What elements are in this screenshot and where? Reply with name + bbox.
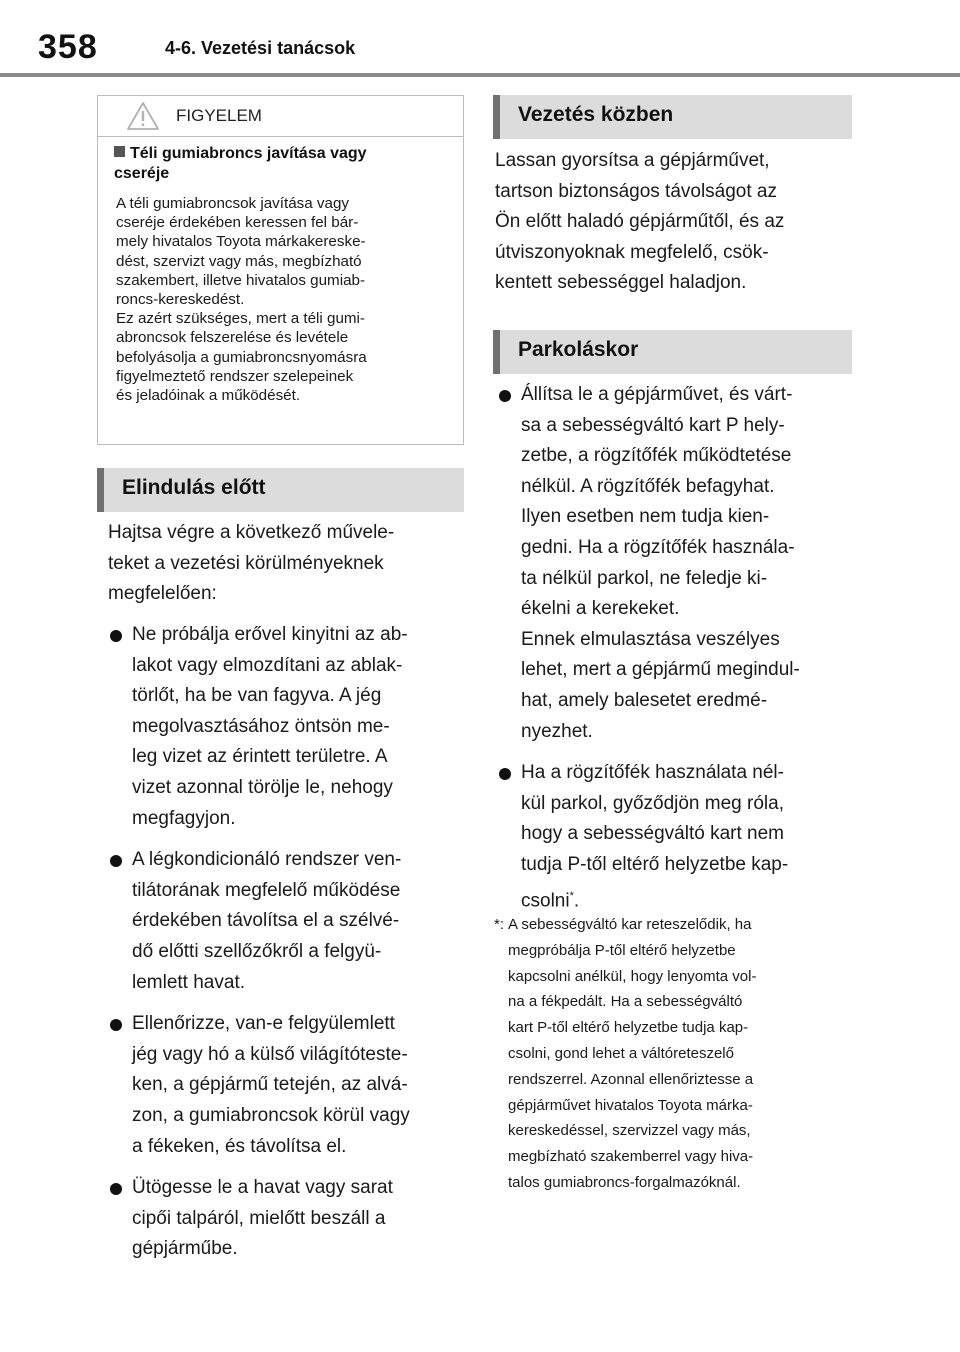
footnote-ref: *: [569, 889, 574, 902]
parking-list: [497, 380, 857, 927]
warning-title: FIGYELEM: [176, 106, 262, 125]
warning-header: [98, 96, 463, 137]
warning-triangle-icon: [126, 101, 160, 131]
list-item: Állítsa le a gépjárművet, és várt- sa a sebességváltó kart P hely- zetbe, a rögzítőfék működtetése nélkül. A rögzítőfék befagyhat. Ilyen esetben nem tudja kien- gedni. Ha a rögzítőfék használa- ta nélkül parkol, ne feledje ki- ékelni a kerekeket. Ennek elmulasztása veszélyes lehet, mert a gépjármű megindul- hat, amely balesetet eredmé- nyezhet.: [497, 380, 857, 747]
list-item: [497, 758, 857, 916]
list-item-end: .: [573, 889, 580, 911]
before-start-intro: Hajtsa végre a következő művele- teket a vezetési körülményeknek megfelelően:: [108, 522, 395, 605]
page-number: 358: [38, 28, 98, 66]
header-divider: [0, 73, 960, 77]
chapter-title: 4-6. Vezetési tanácsok: [165, 38, 356, 58]
heading-text: Elindulás előtt: [122, 476, 266, 499]
footnote-text: A sebességváltó kar reteszelődik, ha megpróbálja P-től eltérő helyzetbe kapcsolni anélkül, hogy lenyomta vol- na a fékpedált. Ha a sebességváltó kart P-től eltérő helyzetbe tudja kap- csolni, gond lehet a váltóreteszelő rendszerrel. Azonnal ellenőriztesse a gépjárművet hivatalos Toyota márka- kereskedéssel, szervizzel vagy más, megbízható szakemberrel vagy hiva- talos gumiabroncs-forgalmazóknál.: [508, 916, 757, 1191]
warning-subtitle-text: Téli gumiabroncs javítása vagy cseréje: [114, 145, 367, 182]
list-item: A légkondicionáló rendszer ven- tilátorának megfelelő működése érdekében távolítsa el a szélvé- dő előtti szellőzőkről a felgyü- lemlett havat.: [108, 845, 468, 998]
square-bullet-icon: [114, 146, 125, 157]
footnote-mark: *:: [494, 916, 505, 933]
section-heading-before-start: [97, 468, 464, 512]
warning-text: A téli gumiabroncsok javítása vagy cseréje érdekében keressen fel bár- mely hivatalos Toyota márkakereske- dést, szervizt vagy más, megbízható szakembert, illetve hivatalos gumiab- roncs-kereskedést. Ez azért szükséges, mert a téli gumi- abroncsok felszerelése és levétele befolyásolja a gumiabroncsnyomásra figyelmeztető rendszer szelepeinek és jeladóinak a működését.: [116, 195, 367, 405]
list-item: Ne próbálja erővel kinyitni az ab- lakot vagy elmozdítani az ablak- törlőt, ha be van fagyva. A jég megolvasztásához öntsön me- leg vizet az érintett területre. A vizet azonnal törölje le, nehogy megfagyjon.: [108, 620, 468, 834]
page-header: [0, 0, 960, 78]
warning-subtitle: [114, 144, 449, 184]
section-heading-parking: [493, 330, 852, 374]
warning-box: [97, 95, 464, 445]
heading-text: Vezetés közben: [518, 103, 674, 126]
section-heading-while-driving: [493, 95, 852, 139]
list-item: Ellenőrizze, van-e felgyülemlett jég vagy hó a külső világítóteste- ken, a gépjármű tetején, az alvá- zon, a gumiabroncsok körül vagy a fékeken, és távolítsa el.: [108, 1009, 468, 1162]
warning-body: [116, 194, 451, 405]
heading-text: Parkoláskor: [518, 338, 639, 361]
list-item-text: Ha a rögzítőfék használata nél- kül parkol, győződjön meg róla, hogy a sebességváltó kart nem tudja P-től eltérő helyzetbe kap- csolni: [521, 762, 789, 911]
footnote: [494, 912, 854, 1196]
before-start-list: [108, 620, 468, 1276]
while-driving-text: Lassan gyorsítsa a gépjárművet, tartson biztonságos távolságot az Ön előtt haladó gépjárműtől, és az útviszonyoknak megfelelő, csök- kentett sebességgel haladjon.: [495, 150, 785, 294]
list-item: Ütögesse le a havat vagy sarat cipői talpáról, mielőtt beszáll a gépjárműbe.: [108, 1173, 468, 1265]
